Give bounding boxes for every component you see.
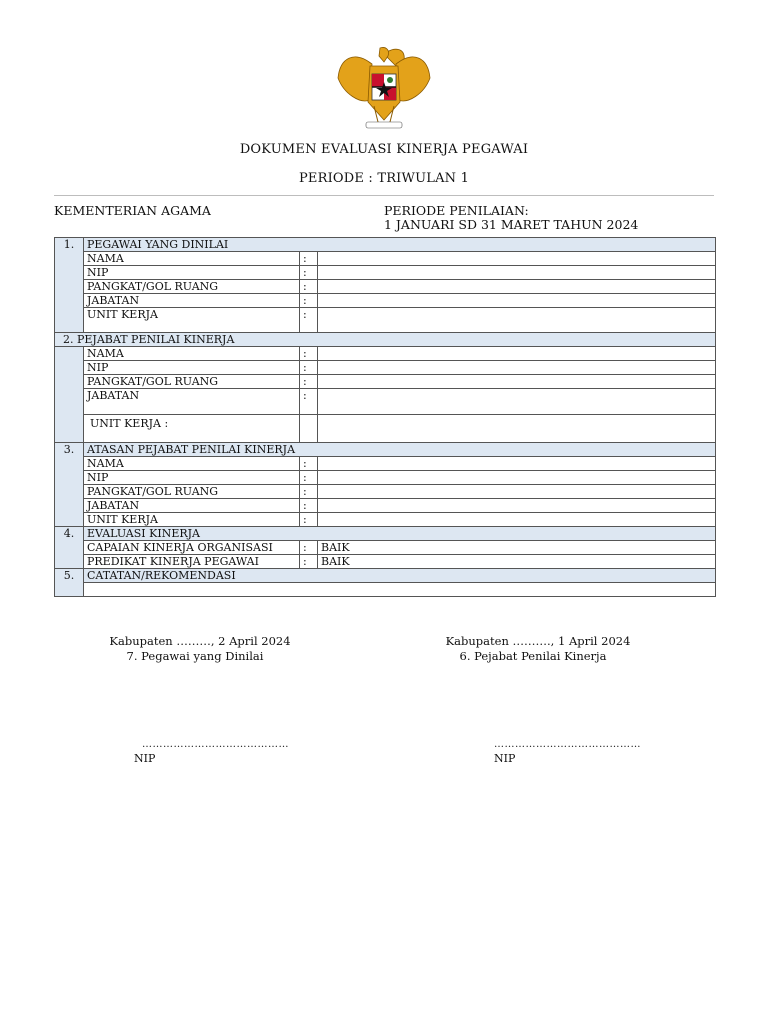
- table-row: [55, 555, 716, 569]
- right-signature-line: ……………………………………: [494, 739, 641, 750]
- section-indent: [55, 347, 84, 443]
- field-label: NIP: [84, 266, 300, 280]
- document-period: PERIODE : TRIWULAN 1: [298, 171, 470, 186]
- field-label: JABATAN: [84, 389, 300, 415]
- field-value[interactable]: [318, 457, 716, 471]
- field-value[interactable]: [318, 308, 716, 333]
- field-label: UNIT KERJA: [84, 513, 300, 527]
- field-value[interactable]: [318, 513, 716, 527]
- field-value[interactable]: [318, 347, 716, 361]
- section-header: [55, 238, 716, 252]
- field-value[interactable]: [318, 361, 716, 375]
- field-colon: :: [300, 294, 318, 308]
- field-label: PREDIKAT KINERJA PEGAWAI: [84, 555, 300, 569]
- field-label: NAMA: [84, 252, 300, 266]
- table-row: [55, 266, 716, 280]
- field-value[interactable]: BAIK: [318, 555, 716, 569]
- field-label: NIP: [84, 361, 300, 375]
- section-header: [55, 443, 716, 457]
- periode-range: 1 JANUARI SD 31 MARET TAHUN 2024: [384, 217, 639, 232]
- left-signature-line: ……………………………………: [142, 739, 289, 750]
- field-colon: :: [300, 280, 318, 294]
- section-title: EVALUASI KINERJA: [84, 527, 716, 541]
- field-label: PANGKAT/GOL RUANG: [84, 280, 300, 294]
- section-header: [55, 569, 716, 583]
- field-value[interactable]: [318, 499, 716, 513]
- field-value[interactable]: [318, 252, 716, 266]
- table-row: [55, 499, 716, 513]
- section-title: ATASAN PEJABAT PENILAI KINERJA: [84, 443, 716, 457]
- section-number: 3.: [55, 443, 84, 527]
- field-label: JABATAN: [84, 499, 300, 513]
- table-row: [55, 308, 716, 333]
- table-row: [55, 541, 716, 555]
- field-colon: :: [300, 389, 318, 415]
- field-colon: :: [300, 499, 318, 513]
- section-title-line: [55, 333, 716, 347]
- field-colon: :: [300, 266, 318, 280]
- field-label: JABATAN: [84, 294, 300, 308]
- field-label: NIP: [84, 471, 300, 485]
- field-label: PANGKAT/GOL RUANG: [84, 375, 300, 389]
- field-value[interactable]: [318, 471, 716, 485]
- left-place-date: Kabupaten ………, 2 April 2024: [109, 634, 291, 648]
- evaluation-form-table: [54, 237, 716, 597]
- field-label: CAPAIAN KINERJA ORGANISASI: [84, 541, 300, 555]
- garuda-emblem-icon: [334, 44, 434, 134]
- right-signer-role: 6. Pejabat Penilai Kinerja: [459, 649, 607, 663]
- field-value[interactable]: BAIK: [318, 541, 716, 555]
- table-row: [55, 252, 716, 266]
- section-number: 5.: [55, 569, 84, 597]
- instansi-name: KEMENTERIAN AGAMA: [54, 203, 211, 218]
- divider: [54, 195, 714, 196]
- right-place-date: Kabupaten ………., 1 April 2024: [445, 634, 631, 648]
- field-colon: [300, 415, 318, 443]
- table-row: [55, 457, 716, 471]
- field-label: UNIT KERJA: [84, 308, 300, 333]
- section-number: 4.: [55, 527, 84, 569]
- periode-label: PERIODE PENILAIAN:: [384, 203, 529, 218]
- field-colon: :: [300, 471, 318, 485]
- field-value[interactable]: [318, 375, 716, 389]
- field-label: UNIT KERJA :: [84, 415, 300, 443]
- field-colon: :: [300, 485, 318, 499]
- section-header: [55, 527, 716, 541]
- field-colon: :: [300, 308, 318, 333]
- table-row: [55, 471, 716, 485]
- field-colon: :: [300, 252, 318, 266]
- field-colon: :: [300, 347, 318, 361]
- table-row: [55, 485, 716, 499]
- table-row: [55, 280, 716, 294]
- field-label: NAMA: [84, 347, 300, 361]
- field-label: NAMA: [84, 457, 300, 471]
- section-title: PEJABAT PENILAI KINERJA: [77, 333, 235, 346]
- section-header: [55, 333, 716, 347]
- left-nip-label: NIP: [134, 752, 156, 765]
- right-nip-label: NIP: [494, 752, 516, 765]
- table-row: [55, 389, 716, 415]
- left-signer-role: 7. Pegawai yang Dinilai: [126, 649, 264, 663]
- field-colon: :: [300, 513, 318, 527]
- section-number: 2.: [63, 333, 74, 346]
- notes-field[interactable]: [84, 583, 716, 597]
- section-title: CATATAN/REKOMENDASI: [84, 569, 716, 583]
- table-row: [55, 347, 716, 361]
- field-value[interactable]: [318, 280, 716, 294]
- field-label: PANGKAT/GOL RUANG: [84, 485, 300, 499]
- section-title: PEGAWAI YANG DINILAI: [84, 238, 716, 252]
- field-value[interactable]: [318, 485, 716, 499]
- table-row: [55, 583, 716, 597]
- table-row: [55, 375, 716, 389]
- field-value[interactable]: [318, 389, 716, 415]
- document-title: DOKUMEN EVALUASI KINERJA PEGAWAI: [239, 142, 529, 157]
- field-colon: :: [300, 541, 318, 555]
- table-row: [55, 513, 716, 527]
- field-colon: :: [300, 555, 318, 569]
- table-row: [55, 415, 716, 443]
- section-number: 1.: [55, 238, 84, 333]
- field-value[interactable]: [318, 415, 716, 443]
- field-colon: :: [300, 375, 318, 389]
- field-value[interactable]: [318, 266, 716, 280]
- table-row: [55, 294, 716, 308]
- field-colon: :: [300, 361, 318, 375]
- table-row: [55, 361, 716, 375]
- field-value[interactable]: [318, 294, 716, 308]
- field-colon: :: [300, 457, 318, 471]
